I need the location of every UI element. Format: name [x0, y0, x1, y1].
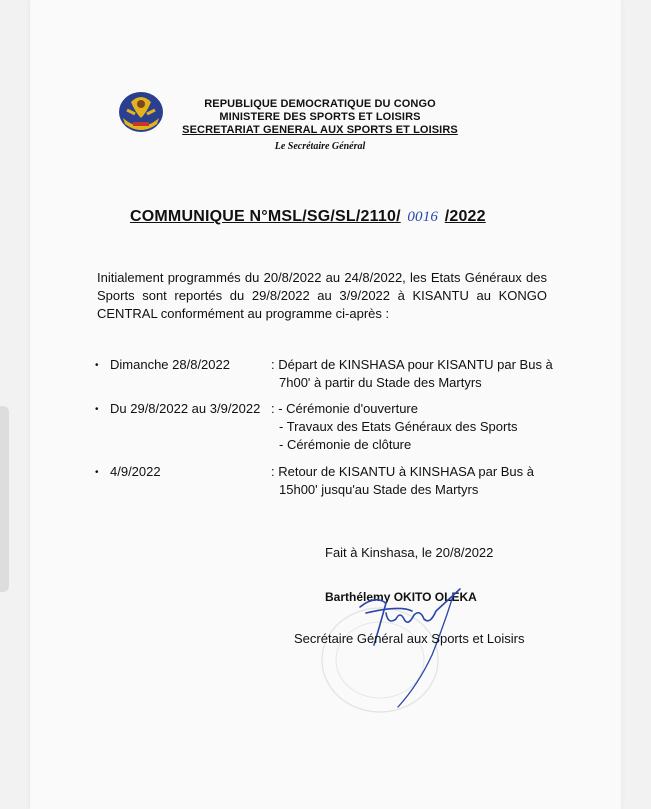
- intro-line: Sports sont reportés du 29/8/2022 au 3/9/2022 à KISANTU au KONGO: [97, 288, 547, 303]
- schedule-description: [271, 356, 571, 392]
- schedule-line: 15h00' jusqu'au Stade des Martyrs: [279, 482, 479, 497]
- schedule-line: 7h00' à partir du Stade des Martyrs: [279, 375, 482, 390]
- office-name: Le Secrétaire Général: [274, 141, 366, 152]
- intro-paragraph: [97, 269, 547, 323]
- bullet-icon: •: [95, 404, 99, 415]
- left-edge-tab: [0, 406, 9, 592]
- ministry-name: MINISTERE DES SPORTS ET LOISIRS: [219, 111, 421, 123]
- handwritten-number: 0016: [407, 209, 439, 225]
- title-suffix: /2022: [444, 208, 486, 225]
- schedule-line: - Cérémonie de clôture: [279, 437, 412, 452]
- title-prefix: COMMUNIQUE N°MSL/SG/SL/2110/: [130, 208, 401, 225]
- bullet-icon: •: [95, 467, 99, 478]
- country-name: REPUBLIQUE DEMOCRATIQUE DU CONGO: [204, 98, 436, 110]
- schedule-line: : - Cérémonie d'ouverture: [271, 401, 418, 416]
- intro-line: CENTRAL conformément au programme ci-après :: [97, 306, 390, 321]
- schedule-date: Dimanche 28/8/2022: [110, 357, 230, 372]
- schedule-line: - Travaux des Etats Généraux des Sports: [279, 419, 518, 434]
- signatory-name: Barthélemy OKITO OLEKA: [325, 590, 477, 604]
- letterhead: [170, 98, 470, 155]
- schedule-description: [271, 463, 571, 499]
- schedule-line: : Retour de KISANTU à KINSHASA par Bus à: [271, 464, 535, 479]
- coat-of-arms-emblem: [117, 88, 165, 134]
- communique-title: [130, 208, 486, 226]
- secretariat-name: SECRETARIAT GENERAL AUX SPORTS ET LOISIRS: [182, 124, 458, 136]
- schedule-date: Du 29/8/2022 au 3/9/2022: [110, 401, 261, 416]
- schedule-description: [271, 400, 571, 454]
- bullet-icon: •: [95, 360, 99, 371]
- place-and-date: Fait à Kinshasa, le 20/8/2022: [325, 545, 494, 560]
- signatory-title: Secrétaire Général aux Sports et Loisirs: [294, 631, 525, 646]
- schedule-date: 4/9/2022: [110, 464, 161, 479]
- handwritten-signature: [340, 585, 490, 715]
- schedule-line: : Départ de KINSHASA pour KISANTU par Bus à: [271, 357, 553, 372]
- intro-line: Initialement programmés du 20/8/2022 au 24/8/2022, les Etats Généraux des: [97, 270, 547, 285]
